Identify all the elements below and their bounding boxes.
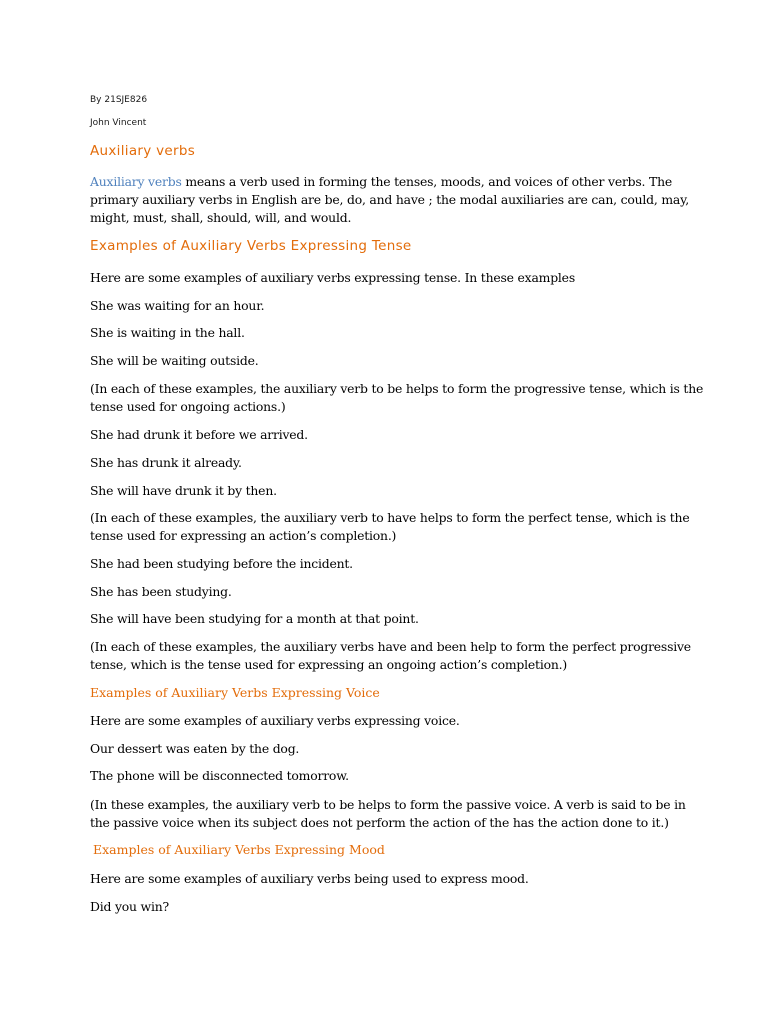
tense-example-8: She has been studying. (90, 584, 232, 599)
tense-example-6: She will have drunk it by then. (90, 483, 277, 498)
tense-example-5: She has drunk it already. (90, 455, 242, 470)
voice-note-line-1: (In these examples, the auxiliary verb to be helps to form the passive voice. A verb is said to be in (90, 797, 686, 812)
voice-example-1: Our dessert was eaten by the dog. (90, 741, 300, 756)
voice-note (90, 796, 690, 832)
tense-note-1-line-2: tense used for ongoing actions.) (90, 399, 286, 414)
tense-example-3: She will be waiting outside. (90, 353, 259, 368)
tense-note-1 (90, 380, 704, 416)
heading-mood: Examples of Auxiliary Verbs Expressing Mood (93, 842, 385, 857)
intro-term: Auxiliary verbs (90, 174, 182, 189)
tense-note-2-line-1: (In each of these examples, the auxiliary verb to have helps to form the perfect tense, which is the (90, 510, 690, 525)
intro-line-3: might, must, shall, should, will, and would. (90, 210, 352, 225)
voice-note-line-2: the passive voice when its subject does not perform the action of the has the action done to it.) (90, 815, 669, 830)
tense-note-3-line-1: (In each of these examples, the auxiliary verbs have and been help to form the perfect progressive (90, 639, 691, 654)
tense-example-1: She was waiting for an hour. (90, 298, 265, 313)
author-name: John Vincent (90, 118, 147, 128)
intro-paragraph (90, 173, 690, 227)
tense-note-3-line-2: tense, which is the tense used for expressing an ongoing action’s completion.) (90, 657, 567, 672)
tense-example-4: She had drunk it before we arrived. (90, 427, 308, 442)
document-title: Auxiliary verbs (90, 143, 196, 159)
intro-line-1 (90, 173, 690, 191)
voice-example-2: The phone will be disconnected tomorrow. (90, 768, 349, 783)
voice-lead: Here are some examples of auxiliary verbs expressing voice. (90, 713, 460, 728)
tense-example-9: She will have been studying for a month at that point. (90, 611, 419, 626)
tense-note-2 (90, 509, 690, 545)
heading-tense: Examples of Auxiliary Verbs Expressing Tense (90, 238, 412, 254)
mood-lead: Here are some examples of auxiliary verbs being used to express mood. (90, 871, 529, 886)
author-id: By 21SJE826 (90, 95, 148, 105)
tense-lead: Here are some examples of auxiliary verbs expressing tense. In these examples (90, 270, 575, 285)
tense-note-2-line-2: tense used for expressing an action’s completion.) (90, 528, 397, 543)
intro-line-2: primary auxiliary verbs in English are be, do, and have ; the modal auxiliaries are can, could, may, (90, 192, 689, 207)
tense-example-2: She is waiting in the hall. (90, 325, 245, 340)
tense-example-7: She had been studying before the incident. (90, 556, 353, 571)
heading-voice: Examples of Auxiliary Verbs Expressing Voice (90, 685, 380, 700)
tense-note-1-line-1: (In each of these examples, the auxiliary verb to be helps to form the progressive tense, which is the (90, 381, 704, 396)
intro-line-1-text: means a verb used in forming the tenses, moods, and voices of other verbs. The (181, 174, 673, 189)
mood-example-1: Did you win? (90, 899, 169, 914)
tense-note-3 (90, 638, 690, 674)
